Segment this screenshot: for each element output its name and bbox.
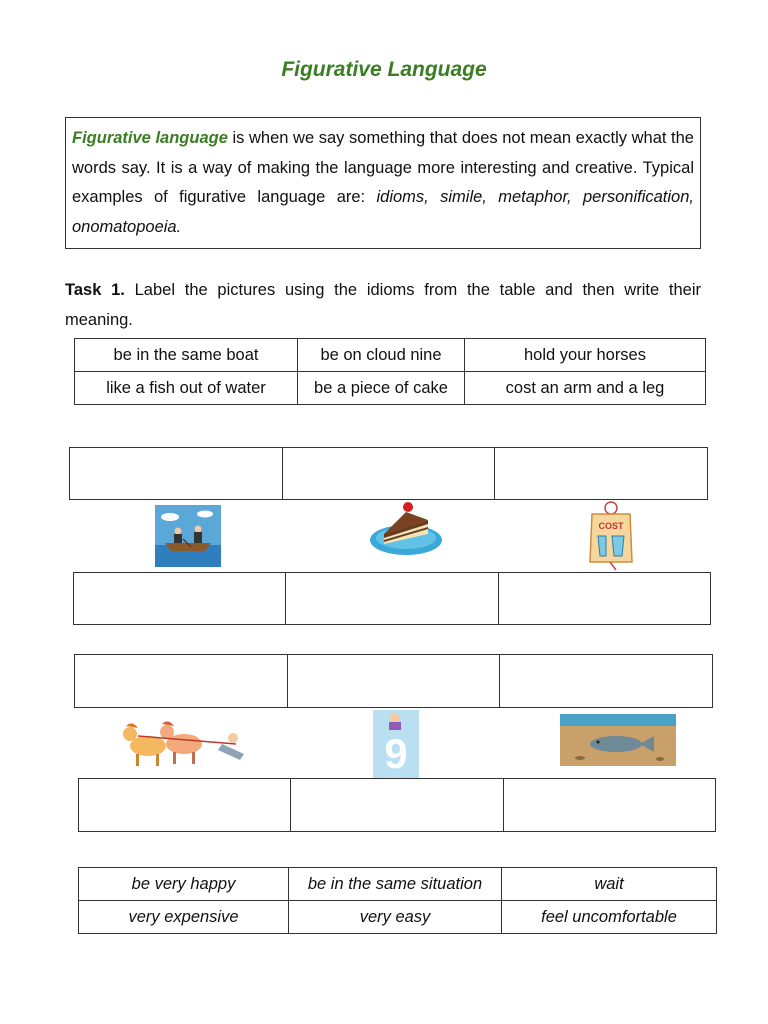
idiom-cell: be in the same boat (75, 339, 298, 372)
answer-cell[interactable] (287, 655, 500, 708)
idioms-table (74, 338, 706, 405)
intro-text: is when we say something that does not mean exactly what the words say. It is a way of making the language more interesting and creative. Typical examples of figurative language are: (72, 129, 694, 206)
intro-box (65, 117, 701, 249)
task-1-label: Task 1. (65, 281, 125, 299)
table-row (75, 372, 706, 405)
meaning-cell: feel uncomfortable (502, 901, 717, 934)
cost-tag-text: COST (598, 521, 624, 531)
answer-cell[interactable] (70, 448, 283, 500)
boat-picture (155, 505, 221, 567)
answer-cell[interactable] (75, 655, 288, 708)
meaning-cell: very expensive (79, 901, 289, 934)
table-row (79, 901, 717, 934)
svg-text:9: 9 (384, 730, 408, 777)
idiom-cell: be on cloud nine (298, 339, 465, 372)
answer-table-idioms-2 (74, 654, 713, 708)
task-1-text: Label the pictures using the idioms from the table and then write their meaning. (65, 281, 701, 329)
cloud-nine-picture (373, 710, 419, 778)
answer-cell[interactable] (79, 779, 291, 832)
idiom-cell: hold your horses (465, 339, 706, 372)
idiom-cell: like a fish out of water (75, 372, 298, 405)
table-row (79, 779, 716, 832)
answer-cell[interactable] (286, 573, 498, 625)
answer-cell[interactable] (498, 573, 710, 625)
answer-cell[interactable] (500, 655, 713, 708)
intro-examples: idioms, simile, metaphor, personification, onomatopoeia. (72, 188, 694, 236)
task-1-instruction (65, 276, 701, 335)
answer-table-meanings-1 (73, 572, 711, 625)
answer-cell[interactable] (495, 448, 708, 500)
answer-table-idioms-1 (69, 447, 708, 500)
idiom-cell: be a piece of cake (298, 372, 465, 405)
page-title: Figurative Language (281, 58, 487, 81)
horses-picture (118, 714, 250, 770)
answer-cell[interactable] (291, 779, 503, 832)
cost-tag-picture (586, 500, 636, 572)
meanings-table (78, 867, 717, 934)
answer-table-meanings-2 (78, 778, 716, 832)
cake-picture (368, 500, 444, 558)
table-row (75, 655, 713, 708)
answer-cell[interactable] (503, 779, 715, 832)
answer-cell[interactable] (282, 448, 495, 500)
meaning-cell: very easy (289, 901, 502, 934)
meaning-cell: be very happy (79, 868, 289, 901)
table-row (74, 573, 711, 625)
idiom-cell: cost an arm and a leg (465, 372, 706, 405)
meaning-cell: be in the same situation (289, 868, 502, 901)
answer-cell[interactable] (74, 573, 286, 625)
table-row (79, 868, 717, 901)
table-row (70, 448, 708, 500)
meaning-cell: wait (502, 868, 717, 901)
fish-picture (560, 714, 676, 766)
intro-term: Figurative language (72, 129, 228, 147)
table-row (75, 339, 706, 372)
